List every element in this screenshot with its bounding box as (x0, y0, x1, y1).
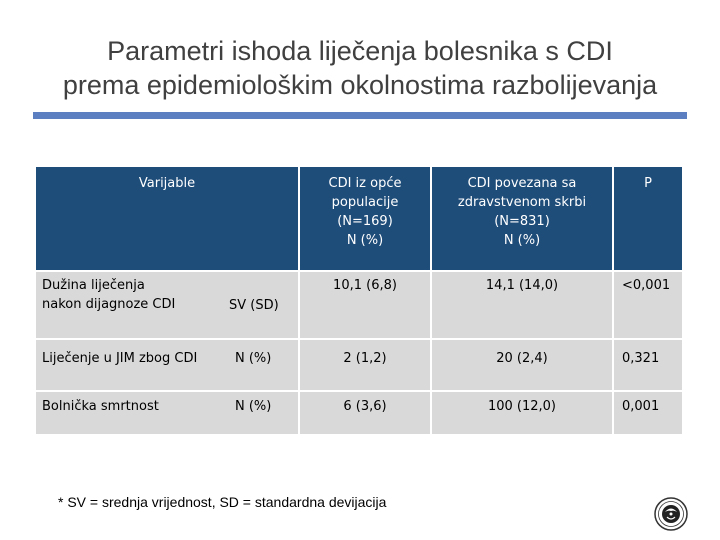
value-text: 14,1 (14,0) (485, 278, 559, 293)
table-row-unit (221, 272, 298, 338)
table-row-unit (221, 340, 298, 390)
value-text: 2 (1,2) (343, 351, 387, 366)
row-label-line: Dužina liječenja (42, 278, 145, 293)
table-cell-value (300, 392, 430, 434)
table-cell-value (300, 272, 430, 338)
institution-seal-icon (654, 497, 688, 531)
slide-title-line-2: prema epidemiološkim okolnostima razbolijevanja (62, 70, 658, 100)
header-p-label: P (644, 176, 652, 191)
value-text: 100 (12,0) (487, 399, 557, 414)
table-cell-p (614, 392, 682, 434)
header-col1-line: N (%) (346, 233, 384, 248)
header-cell-healthcare-associated (432, 167, 612, 270)
header-col2-line: N (%) (503, 233, 541, 248)
table-cell-p (614, 340, 682, 390)
table-row-label (36, 272, 221, 338)
header-col1-line: (N=169) (337, 214, 393, 229)
p-value-text: <0,001 (622, 278, 671, 293)
row-label-line: nakon dijagnoze CDI (42, 297, 176, 312)
slide-title (30, 34, 690, 102)
p-value-text: 0,321 (622, 351, 660, 366)
footnote: * SV = srednja vrijednost, SD = standardna devijacija (58, 494, 387, 510)
header-col1-line: populacije (331, 195, 399, 210)
header-col2-line: CDI povezana sa (467, 176, 577, 191)
value-text: 10,1 (6,8) (333, 278, 397, 293)
header-col2-line: zdravstvenom skrbi (457, 195, 587, 210)
table-cell-p (614, 272, 682, 338)
p-value-text: 0,001 (622, 399, 660, 414)
table-cell-value (432, 272, 612, 338)
value-text: 6 (3,6) (343, 399, 387, 414)
row-label-line: Liječenje u JIM zbog CDI (42, 351, 198, 366)
header-variable-label: Varijable (138, 176, 196, 191)
header-cell-p (614, 167, 682, 270)
table-cell-value (432, 340, 612, 390)
table-cell-value (300, 340, 430, 390)
header-cell-variable (36, 167, 298, 270)
header-col2-line: (N=831) (494, 214, 550, 229)
header-col1-line: CDI iz opće (328, 176, 402, 191)
value-text: 20 (2,4) (496, 351, 548, 366)
table-row-label (36, 392, 221, 434)
table-row-label (36, 340, 221, 390)
table-cell-value (432, 392, 612, 434)
row-unit-text: N (%) (235, 351, 272, 366)
row-unit-text: SV (SD) (229, 298, 279, 313)
slide-title-line-1: Parametri ishoda liječenja bolesnika s CDI (107, 36, 613, 66)
title-divider (33, 112, 687, 119)
row-label-line: Bolnička smrtnost (42, 399, 159, 414)
row-unit-text: N (%) (235, 399, 272, 414)
table-row-unit (221, 392, 298, 434)
header-cell-general-population (300, 167, 430, 270)
